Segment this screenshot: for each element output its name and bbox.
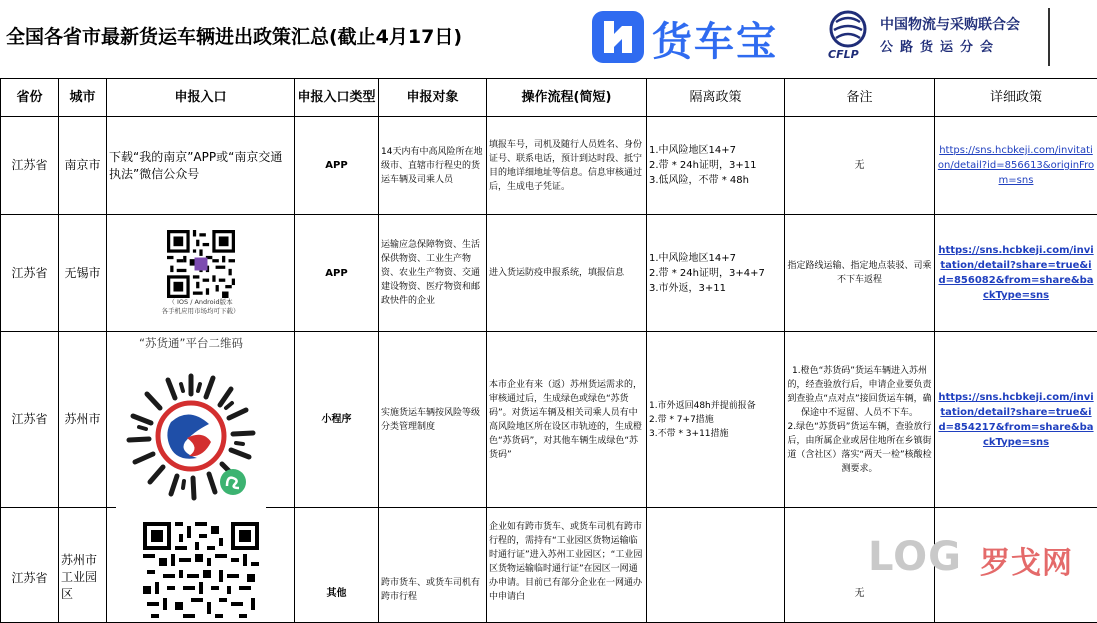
watermark-latin: LOG (868, 534, 962, 580)
cell-quarantine: 1.中风险地区14+7 2.带 * 24h证明，3+4+7 3.市外返，3+11 (647, 215, 785, 332)
suhuotong-qr-card[interactable] (116, 333, 266, 521)
cell-entry-type: APP (295, 117, 379, 215)
qr-caption: “苏货通”平台二维码 (116, 335, 266, 351)
col-header-entry-type: 申报入口类型 (295, 79, 379, 117)
cell-process: 填报车号，司机及随行人员姓名、身份证号、联系电话，预计到达时段、抵宁目的地详细地址等信息。信息审核通过后，生成电子凭证。 (487, 117, 647, 215)
mini-program-code-icon (116, 351, 266, 521)
cell-province: 江苏省 (1, 117, 59, 215)
cell-province: 江苏省 (1, 215, 59, 332)
col-header-province: 省份 (1, 79, 59, 117)
table-header-row (1, 79, 1097, 117)
cell-city: 南京市 (59, 117, 107, 215)
col-header-remark: 备注 (785, 79, 935, 117)
header-divider (1048, 8, 1050, 66)
col-header-quarantine: 隔离政策 (647, 79, 785, 117)
col-header-entry: 申报入口 (107, 79, 295, 117)
col-header-process: 操作流程(简短) (487, 79, 647, 117)
cell-remark: 1.橙色“苏货码”货运车辆进入苏州的，经查验放行后，申请企业要负责到查验点“点对点”接回货运车辆，确保途中不逗留、人员不下车。 2.绿色“苏货码”货运车辆，查验放行后，由所属企业或居住地所在乡镇街道（含社区）落实“两天一检”核酸检测要求。 (785, 332, 935, 508)
cell-target: 实施货运车辆按风险等级分类管理制度 (379, 332, 487, 508)
col-header-city: 城市 (59, 79, 107, 117)
col-header-detail: 详细政策 (935, 79, 1097, 117)
table-row (1, 117, 1097, 215)
page-title: 全国各省市最新货运车辆进出政策汇总(截止4月17日) (6, 22, 462, 49)
cell-entry-type: 小程序 (295, 332, 379, 508)
cell-province: 江苏省 (1, 332, 59, 508)
cflp-logo-text: CFLP (828, 48, 859, 60)
cell-target: 跨市货车、或货车司机有跨市行程 (379, 508, 487, 623)
huochebao-logo-icon (592, 11, 644, 63)
detail-policy-link[interactable]: https://sns.hcbkeji.com/invitation/detail?share=true&id=856082&from=share&backType=sns (935, 215, 1097, 332)
qr-caption: （ IOS / Android版本 各手机应用市场均可下载） (109, 298, 292, 316)
cell-entry-type: APP (295, 215, 379, 332)
cell-entry: 下载“我的南京”APP或“南京交通执法”微信公众号 (107, 117, 295, 215)
cflp-logo-icon (826, 10, 874, 60)
log-watermark (868, 534, 1088, 584)
cell-province: 江苏省 (1, 508, 59, 623)
cell-entry (107, 215, 295, 332)
cell-remark: 无 (785, 508, 935, 623)
page-header (0, 0, 1097, 78)
cell-remark: 无 (785, 117, 935, 215)
cell-entry-type: 其他 (295, 508, 379, 623)
table-row (1, 215, 1097, 332)
partner-org-division: 公路货运分会 (880, 36, 1000, 55)
watermark-chinese: 罗戈网 (980, 538, 1073, 582)
detail-policy-link[interactable]: https://sns.hcbkeji.com/invitation/detail?id=856613&originFrom=sns (935, 117, 1097, 215)
cell-process: 进入货运防疫申报系统，填报信息 (487, 215, 647, 332)
cell-process: 企业如有跨市货车、或货车司机有跨市行程的，需持有“工业园区货物运输临时通行证”进入苏州工业园区；“工业园区货物运输临时通行证”在园区一网通办申请。目前已有部分企业在一网通办中申请白 (487, 508, 647, 623)
cell-entry (107, 508, 295, 623)
partner-org-name: 中国物流与采购联合会 (880, 14, 1020, 34)
sip-qr-icon[interactable] (143, 522, 259, 622)
cell-city: 苏州市 (59, 332, 107, 508)
cell-city: 苏州市工业园区 (59, 508, 107, 623)
cell-city: 无锡市 (59, 215, 107, 332)
wuxi-app-qr-icon[interactable] (167, 230, 235, 298)
detail-policy-link[interactable]: https://sns.hcbkeji.com/invitation/detail?share=true&id=854217&from=share&backType=sns (935, 332, 1097, 508)
col-header-target: 申报对象 (379, 79, 487, 117)
cell-quarantine (647, 508, 785, 623)
cell-target: 14天内有中高风险所在地级市、直辖市行程史的货运车辆及司乘人员 (379, 117, 487, 215)
cell-target: 运输应急保障物资、生活保供物资、工业生产物资、农业生产物资、交通建设物资、医疗物资和邮政快件的企业 (379, 215, 487, 332)
cell-process: 本市企业有来（返）苏州货运需求的，审核通过后，生成绿色或绿色“苏货码”。对货运车辆及相关司乘人员有中高风险地区所在设区市轨迹的，生成橙色“苏货码”，对其他车辆生成绿色“苏货码” (487, 332, 647, 508)
cell-quarantine: 1.市外返回48h并提前报备 2.带 * 7+7措施 3.不带 * 3+11措施 (647, 332, 785, 508)
cell-remark: 指定路线运输、指定地点装驳、司乘不下车返程 (785, 215, 935, 332)
cell-quarantine: 1.中风险地区14+7 2.带 * 24h证明，3+11 3.低风险，不带 * 48h (647, 117, 785, 215)
brand-name: 货车宝 (652, 10, 778, 67)
